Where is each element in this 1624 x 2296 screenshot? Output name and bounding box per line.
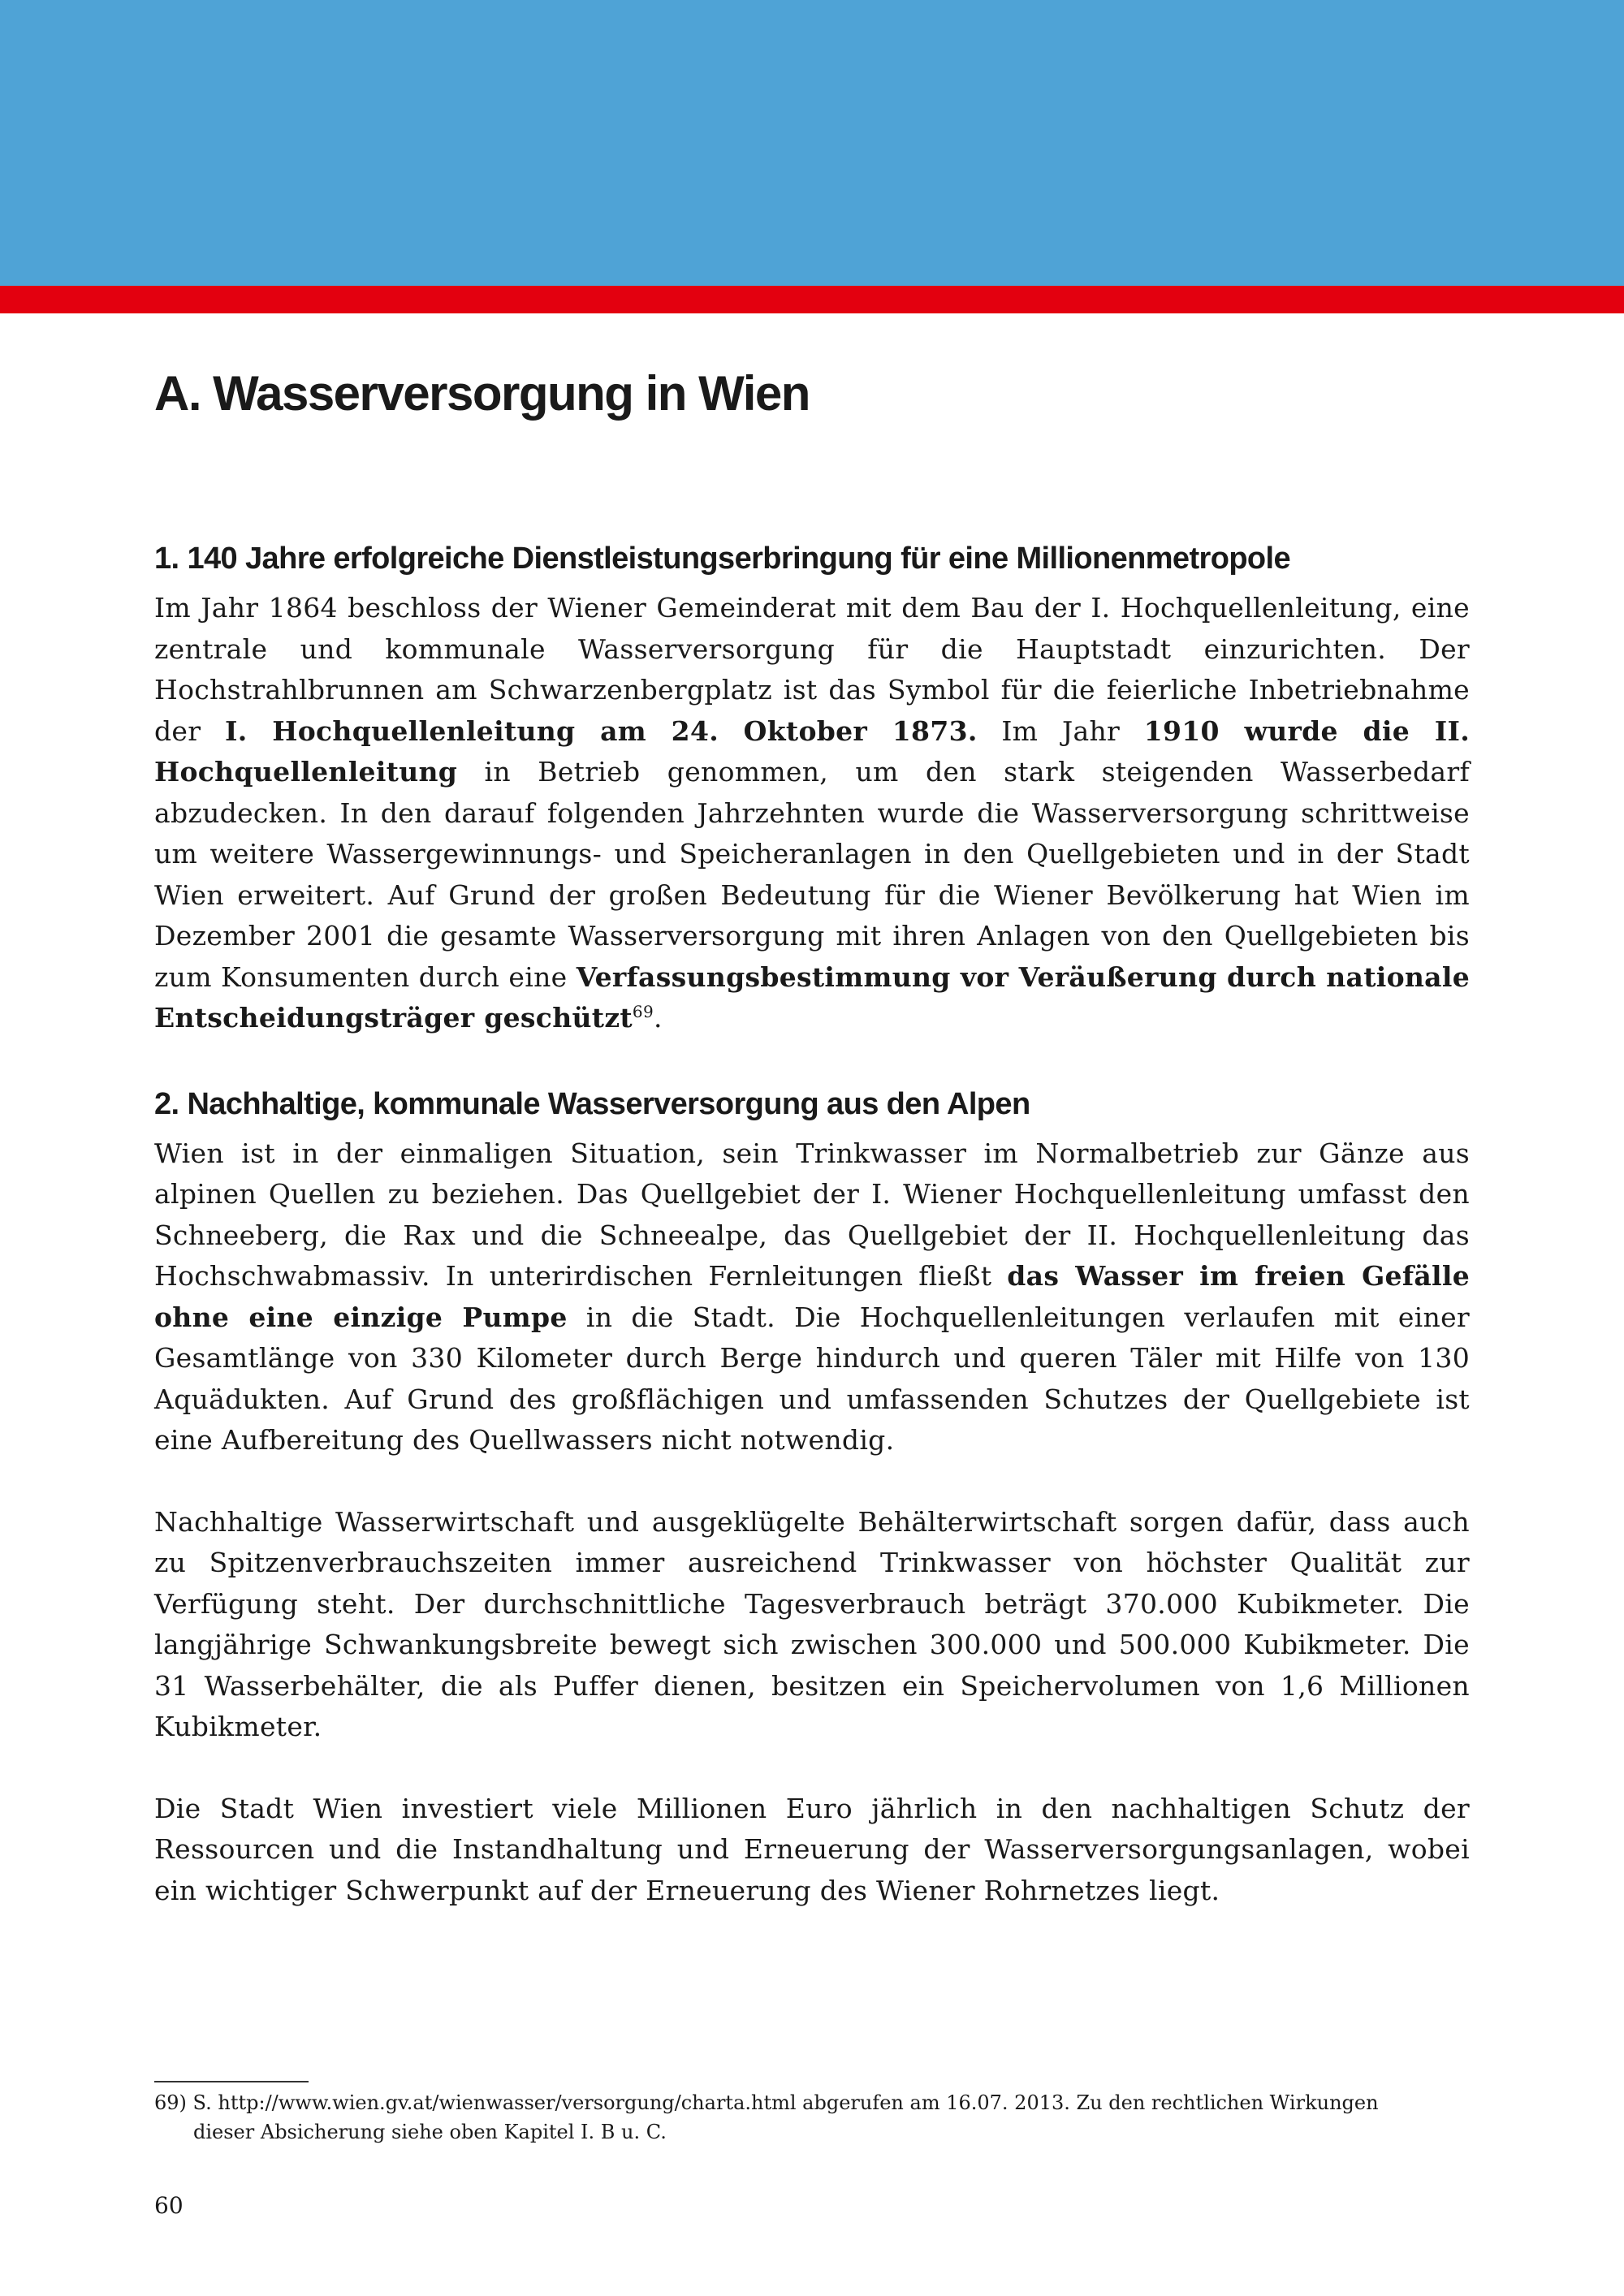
text-run: in die Stadt. Die Hochquellenleitungen verlaufen mit einer Gesamtlänge von 330 Kilometer durch Berge hindurch und queren Täler mit Hilfe von 130 Aquädukten. Auf Grund des großflächigen und umfassenden Schutzes der Quellgebiete ist eine Aufbereitung des Quellwassers nicht notwendig.: [154, 1301, 1470, 1456]
bold-run: I. Hochquellenleitung am 24. Oktober 1873.: [225, 714, 978, 747]
header-stripe: [0, 286, 1624, 313]
section-2-heading: 2. Nachhaltige, kommunale Wasserversorgung aus den Alpen: [154, 1086, 1030, 1121]
footnote: [154, 2088, 1470, 2147]
bold-run: 1910 wurde die II. Hochquellenleitung: [154, 714, 1470, 788]
text-run: Im Jahr 1864 beschloss der Wiener Gemeinderat mit dem Bau der I. Hochquellenleitung, eine zentrale und kommunale Wasserversorgung für die Hauptstadt einzurichten. Der Hochstrahlbrunnen am Schwarzenbergplatz ist das Symbol für die feierliche Inbetriebnahme der: [154, 592, 1470, 747]
header-band: [0, 0, 1624, 286]
page-content: [154, 357, 1470, 1911]
bold-run: Verfassungsbestimmung vor Veräußerung durch nationale Entscheidungsträger geschützt: [154, 960, 1470, 1034]
footnote-divider: [154, 2081, 309, 2082]
text-run: in Betrieb genommen, um den stark steigenden Wasserbedarf abzudecken. In den darauf folgenden Jahrzehnten wurde die Wasserversorgung schrittweise um weitere Wassergewinnungs- und Speicheranlagen in den Quellgebieten und in der Stadt Wien erweitert. Auf Grund der großen Bedeutung für die Wiener Bevölkerung hat Wien im Dezember 2001 die gesamte Wasserversorgung mit ihren Anlagen von den Quellgebieten bis zum Konsumenten durch eine: [154, 756, 1470, 993]
page-number: 60: [154, 2192, 184, 2219]
section-2-paragraph-1: [154, 1133, 1470, 1461]
section-1-heading: 1. 140 Jahre erfolgreiche Dienstleistungserbringung für eine Millionenmetropole: [154, 542, 1291, 576]
section-2-paragraph-3: Die Stadt Wien investiert viele Millionen Euro jährlich in den nachhaltigen Schutz der Ressourcen und die Instandhaltung und Erneuerung der Wasserversorgungsanlagen, wobei ein wichtiger Schwerpunkt auf der Erneuerung des Wiener Rohrnetzes liegt.: [154, 1792, 1470, 1906]
section-1-paragraph: [154, 588, 1470, 1039]
text-run: Wien ist in der einmaligen Situation, sein Trinkwasser im Normalbetrieb zur Gänze aus alpinen Quellen zu beziehen. Das Quellgebiet der I. Wiener Hochquellenleitung umfasst den Schneeberg, die Rax und die Schneealpe, das Quellgebiet der II. Hochquellenleitung das Hochschwabmassiv. In unterirdischen Fernleitungen fließt: [154, 1137, 1470, 1292]
chapter-title: A. Wasserversorgung in Wien: [154, 366, 810, 421]
section-2-paragraph-2: Nachhaltige Wasserwirtschaft und ausgeklügelte Behälterwirtschaft sorgen dafür, dass auch zu Spitzenverbrauchszeiten immer ausreichend Trinkwasser von höchster Qualität zur Verfügung steht. Der durchschnittliche Tagesverbrauch beträgt 370.000 Kubikmeter. Die langjährige Schwankungsbreite bewegt sich zwischen 300.000 und 500.000 Kubikmeter. Die 31 Wasserbehälter, die als Puffer dienen, besitzen ein Speichervolumen von 1,6 Millionen Kubikmeter.: [154, 1505, 1470, 1742]
footnote-reference[interactable]: 69: [632, 1002, 654, 1021]
footnote-number: 69): [154, 2091, 187, 2114]
text-run: .: [653, 1002, 663, 1034]
footnote-line-2: dieser Absicherung siehe oben Kapitel I. B u. C.: [193, 2121, 667, 2143]
footnote-line-1: S. http://www.wien.gv.at/wienwasser/versorgung/charta.html abgerufen am 16.07. 2013. Zu den rechtlichen Wirkungen: [192, 2091, 1379, 2114]
text-run: Im Jahr: [977, 714, 1144, 747]
bold-run: das Wasser im freien Gefälle ohne eine einzige Pumpe: [154, 1260, 1470, 1333]
